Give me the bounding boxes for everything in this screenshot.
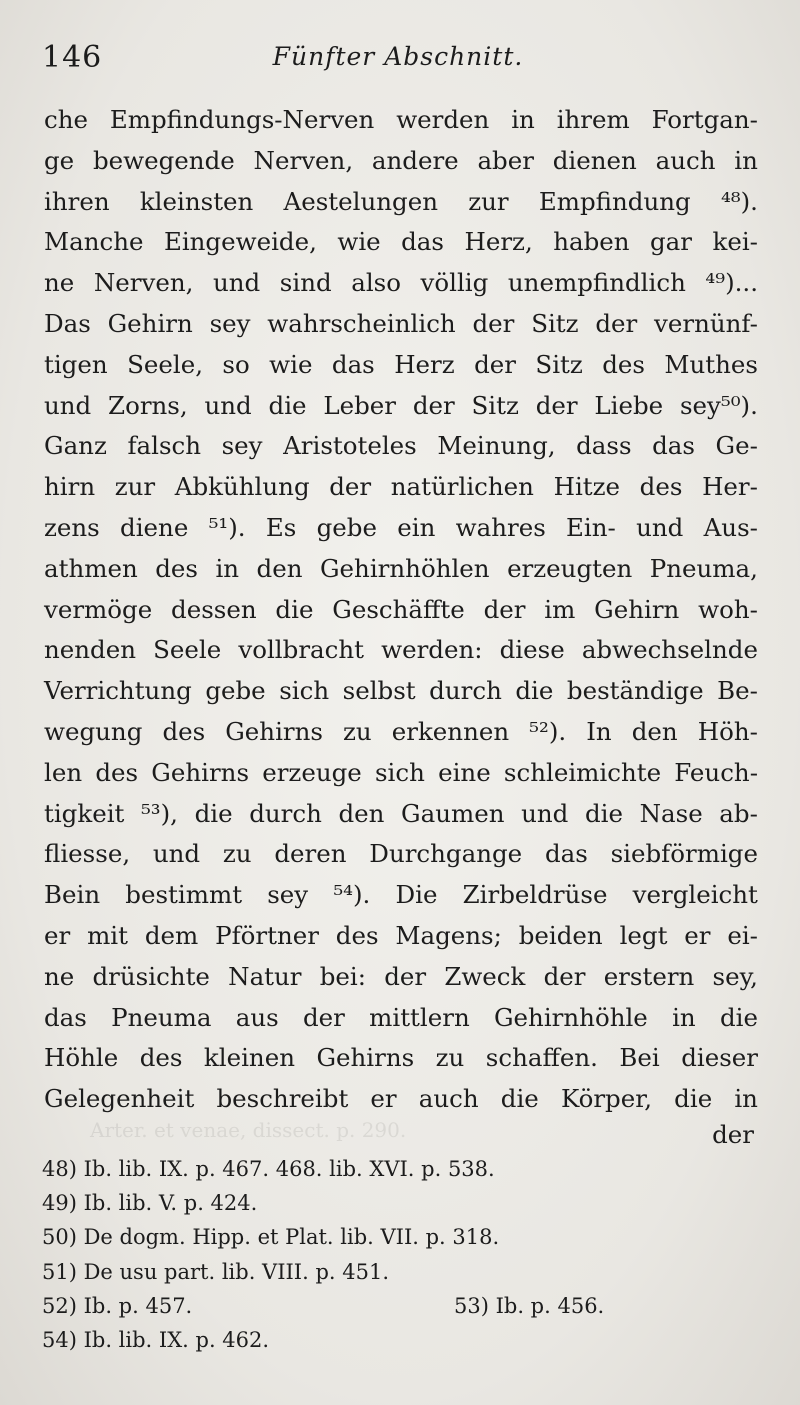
word: in [215, 553, 240, 583]
word: hirn [44, 472, 96, 502]
word: mit [87, 920, 128, 950]
word: Magens; [395, 920, 502, 950]
text-line [44, 630, 758, 671]
word: Sitz [471, 390, 519, 420]
word: Ein- [566, 512, 616, 542]
word: Höhle [44, 1043, 119, 1073]
word: wegung [44, 716, 143, 746]
text-line [44, 222, 758, 263]
word: die [719, 1002, 758, 1032]
footnote: 49) Ib. lib. V. p. 424. [42, 1191, 258, 1216]
word: die [584, 798, 623, 828]
word: des [639, 472, 683, 502]
word: erkennen [391, 716, 510, 746]
word: ab- [719, 798, 758, 828]
word: der [472, 308, 515, 338]
text-line [44, 304, 758, 345]
word: Körper, [560, 1084, 653, 1114]
word: der [595, 308, 638, 338]
word: der [535, 390, 578, 420]
word: Gehirnhöhle [493, 1002, 648, 1032]
word: den [256, 553, 303, 583]
word: der [474, 349, 516, 379]
word: er [370, 1084, 397, 1114]
word: ⁵²). [529, 716, 567, 746]
word: zu [222, 839, 252, 869]
word: Nerven, [93, 268, 194, 298]
word: Verrichtung [44, 676, 192, 706]
word: Empfindungs-Nerven [109, 105, 375, 134]
word: ⁵⁴). [333, 880, 371, 910]
text-line [44, 1038, 758, 1079]
word: vergleicht [632, 880, 758, 910]
word: werden: [381, 635, 483, 665]
word: des [95, 757, 139, 787]
word: dass [576, 431, 632, 461]
word: ne [44, 961, 75, 991]
word: gebe [205, 676, 266, 706]
word: Zirbeldrüse [462, 880, 608, 910]
word: deren [274, 839, 347, 869]
word: tigen [44, 349, 108, 379]
word: Eingeweide, [163, 227, 317, 257]
word: Muthes [664, 349, 758, 379]
word: sey, [712, 961, 758, 991]
word: der [483, 594, 526, 624]
running-title: Fünfter Abschnitt. [272, 42, 524, 71]
word: erzeugten [507, 553, 633, 583]
word: die [500, 1084, 539, 1114]
word: er [684, 920, 711, 950]
word: Nerven, [253, 145, 354, 175]
word: ei- [727, 920, 758, 950]
word: Ge- [715, 431, 758, 461]
text-line [44, 753, 758, 794]
word: falsch [127, 431, 202, 461]
footnote: 51) De usu part. lib. VIII. p. 451. [42, 1259, 390, 1284]
text-line [44, 100, 758, 141]
word: der [302, 1002, 345, 1032]
word: sey [209, 308, 251, 338]
word: Gehirns [316, 1043, 415, 1073]
text-line [44, 957, 758, 998]
word: eine [438, 757, 491, 787]
word: Fortgan- [651, 105, 758, 134]
word: vermöge [44, 594, 153, 624]
word: dienen [552, 145, 637, 175]
word: Es [265, 512, 297, 542]
page-header [42, 40, 754, 84]
word: er [44, 920, 71, 950]
word: die [674, 1084, 713, 1114]
word: Pneuma, [649, 553, 758, 583]
word: wie [269, 349, 313, 379]
word: die [515, 676, 554, 706]
word: Leber [323, 390, 397, 420]
word: Herz [394, 349, 455, 379]
word: ⁴⁸). [720, 186, 758, 216]
bleed-through-text: Arter. et venae, dissect. p. 290. [90, 1118, 407, 1142]
word: kleinen [203, 1043, 295, 1073]
text-line [44, 467, 758, 508]
word: In [586, 716, 612, 746]
word: Gehirns [151, 757, 250, 787]
text-line [44, 916, 758, 957]
word: ge [44, 145, 75, 175]
word: siebförmige [610, 839, 758, 869]
word: ne [44, 268, 75, 298]
word: also [351, 268, 401, 298]
word: beiden [518, 920, 603, 950]
word: Höh- [697, 716, 758, 746]
word: Meinung, [437, 431, 556, 461]
word: Sitz [535, 349, 583, 379]
word: auch [655, 145, 716, 175]
word: gebe [316, 512, 377, 542]
text-line [44, 834, 758, 875]
word: so [222, 349, 250, 379]
word: diene [120, 512, 189, 542]
word: natürlichen [390, 472, 534, 502]
word: Abkühlung [174, 472, 310, 502]
word: und [44, 390, 92, 420]
word: Gehirn [594, 594, 680, 624]
word: Manche [44, 227, 144, 257]
word: aber [477, 145, 534, 175]
word: sey [221, 431, 263, 461]
footnote: 50) De dogm. Hipp. et Plat. lib. VII. p. 318. [42, 1225, 500, 1250]
text-line [44, 1079, 758, 1120]
word: Gaumen [401, 798, 505, 828]
word: fliesse, [44, 839, 131, 869]
word: auch [418, 1084, 479, 1114]
word: kei- [712, 227, 758, 257]
word: Seele [153, 635, 222, 665]
word: ⁵¹). [208, 512, 246, 542]
word: völlig [420, 268, 489, 298]
word: selbst [342, 676, 416, 706]
word: Gehirns [225, 716, 323, 746]
text-line [44, 508, 758, 549]
word: durch [429, 676, 502, 706]
word: haben [553, 227, 630, 257]
word: sind [279, 268, 332, 298]
word: der [384, 961, 427, 991]
text-line [44, 671, 758, 712]
word: Herz, [464, 227, 533, 257]
word: Sitz [531, 308, 579, 338]
word: sey [267, 880, 309, 910]
word: zur [468, 186, 509, 216]
word: und [636, 512, 684, 542]
word: Nase [639, 798, 703, 828]
word: vollbracht [238, 635, 364, 665]
word: den [338, 798, 385, 828]
word: werden [396, 105, 490, 134]
word: ⁵³), [140, 798, 178, 828]
word: mittlern [369, 1002, 470, 1032]
word: gar [650, 227, 693, 257]
word: bestimmt [125, 880, 243, 910]
word: sich [279, 676, 330, 706]
text-line [44, 875, 758, 916]
word: beständige [566, 676, 704, 706]
word: in [734, 145, 758, 175]
word: Aestelungen [283, 186, 439, 216]
word: Durchgange [369, 839, 523, 869]
text-line [44, 263, 758, 304]
word: zu [435, 1043, 465, 1073]
word: Zorns, [108, 390, 188, 420]
word: len [44, 757, 83, 787]
word: im [544, 594, 576, 624]
text-line [44, 141, 758, 182]
word: Pneuma [111, 1002, 212, 1032]
footnote-row [42, 1289, 682, 1323]
text-line [44, 794, 758, 835]
text-line [44, 549, 758, 590]
word: Das [44, 308, 91, 338]
footnote: 52) Ib. p. 457. [42, 1293, 193, 1318]
word: aus [235, 1002, 279, 1032]
word: Gehirnhöhlen [319, 553, 490, 583]
word: Gehirn [107, 308, 193, 338]
text-line [44, 998, 758, 1039]
word: das [652, 431, 695, 461]
word: kleinsten [139, 186, 254, 216]
word: Empfindung [538, 186, 691, 216]
word: Liebe [594, 390, 664, 420]
word: Pförtner [215, 920, 319, 950]
text-line [44, 386, 758, 427]
word: Bei [619, 1043, 660, 1073]
word: des [602, 349, 645, 379]
word: dem [144, 920, 199, 950]
word: Geschäffte [332, 594, 465, 624]
word: ein [397, 512, 436, 542]
text-line [44, 345, 758, 386]
word: die [275, 594, 314, 624]
word: tigkeit [44, 798, 125, 828]
page-number: 146 [42, 40, 103, 75]
word: Aus- [703, 512, 758, 542]
word: beschreibt [216, 1084, 349, 1114]
word: Ganz [44, 431, 107, 461]
word: bei: [319, 961, 366, 991]
word: der [329, 472, 372, 502]
word: Be- [717, 676, 758, 706]
word: Hitze [553, 472, 621, 502]
word: wie [337, 227, 381, 257]
word: den [631, 716, 678, 746]
word: diese [499, 635, 565, 665]
word: ihren [44, 186, 110, 216]
word: Gelegenheit [44, 1084, 195, 1114]
word: erzeuge [262, 757, 362, 787]
word: woh- [698, 594, 758, 624]
word: durch [249, 798, 322, 828]
word: des [335, 920, 379, 950]
text-line [44, 426, 758, 467]
word: nenden [44, 635, 137, 665]
word: in [672, 1002, 696, 1032]
word: zens [44, 512, 100, 542]
word: dessen [171, 594, 257, 624]
word: unempfindlich [507, 268, 686, 298]
word: in [734, 1084, 758, 1114]
word: der [543, 961, 586, 991]
word: und [212, 268, 261, 298]
word: wahrscheinlich [267, 308, 456, 338]
word: erstern [603, 961, 695, 991]
word: dieser [681, 1043, 758, 1073]
word: drüsichte [92, 961, 210, 991]
word: vernünf- [654, 308, 758, 338]
word: und [521, 798, 569, 828]
word: athmen [44, 553, 138, 583]
word: der [412, 390, 455, 420]
footnote: 48) Ib. lib. IX. p. 467. 468. lib. XVI. p. 538. [42, 1157, 495, 1181]
word: des [162, 716, 206, 746]
catchword: der [712, 1120, 754, 1149]
word: und [204, 390, 252, 420]
word: und [152, 839, 201, 869]
word: Seele, [127, 349, 203, 379]
word: die [268, 390, 307, 420]
word: schaffen. [485, 1043, 598, 1073]
footnote: 53) Ib. p. 456. [454, 1293, 605, 1318]
text-line [44, 182, 758, 223]
word: die [194, 798, 233, 828]
body-text [44, 100, 758, 1120]
text-line [44, 590, 758, 631]
word: das [544, 839, 588, 869]
word: schleimichte [503, 757, 662, 787]
word: andere [371, 145, 459, 175]
footnote: 54) Ib. lib. IX. p. 462. [42, 1327, 270, 1352]
word: sich [374, 757, 425, 787]
word: ⁴⁹)... [705, 268, 758, 298]
word: ihrem [556, 105, 630, 134]
word: Zweck [444, 961, 526, 991]
word: Her- [702, 472, 758, 502]
word: abwechselnde [581, 635, 758, 665]
word: Aristoteles [283, 431, 417, 461]
word: zur [114, 472, 156, 502]
word: Bein [44, 880, 101, 910]
word: che [44, 105, 88, 134]
word: sey⁵⁰). [679, 390, 758, 420]
word: zu [343, 716, 372, 746]
text-line [44, 712, 758, 753]
word: Die [395, 880, 438, 910]
word: das [401, 227, 444, 257]
word: des [155, 553, 198, 583]
word: das [44, 1002, 87, 1032]
word: in [511, 105, 535, 134]
word: Feuch- [674, 757, 758, 787]
word: das [331, 349, 375, 379]
word: legt [619, 920, 668, 950]
word: bewegende [92, 145, 235, 175]
word: wahres [455, 512, 546, 542]
word: des [139, 1043, 183, 1073]
footnotes [42, 1152, 682, 1357]
word: Natur [228, 961, 302, 991]
